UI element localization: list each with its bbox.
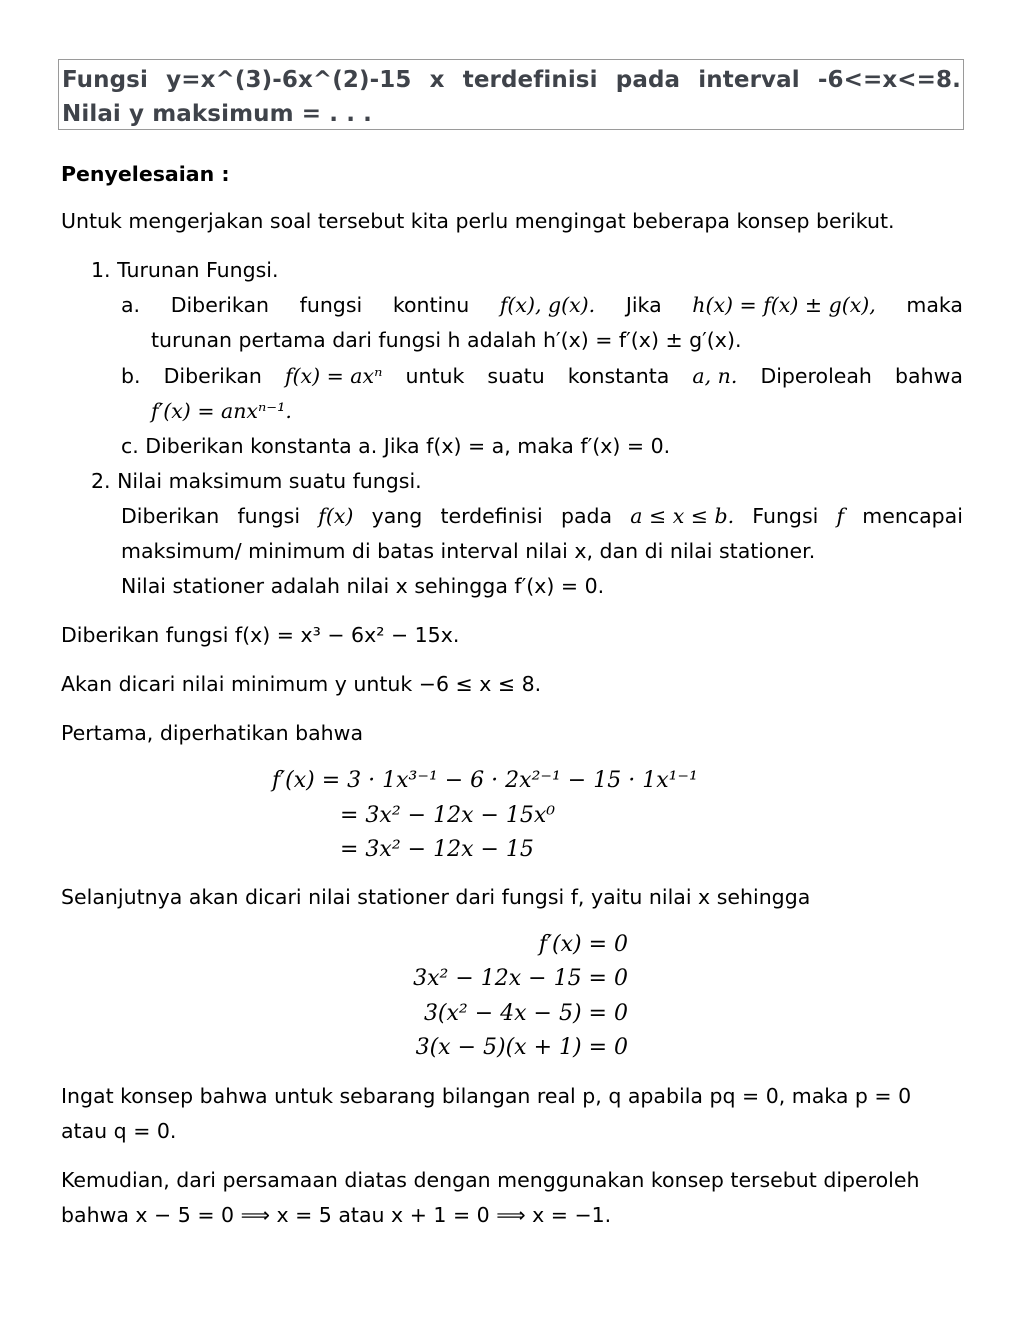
given-function-text: Diberikan fungsi f(x) = x³ − 6x² − 15x. (61, 623, 460, 647)
list-item-1: 1. Turunan Fungsi. (91, 258, 279, 282)
derivative-line-2: = 3x² − 12x − 15x⁰ (340, 803, 556, 828)
intro-text: Untuk mengerjakan soal tersebut kita perlu mengingat beberapa konsep berikut. (61, 209, 895, 233)
derivative-line-1: f′(x) = 3 · 1x³⁻¹ − 6 · 2x²⁻¹ − 15 · 1x¹⁻¹ (272, 768, 698, 793)
stationary-line-2: 3x² − 12x − 15 = 0 (413, 966, 628, 991)
derivative-line-3: = 3x² − 12x − 15 (340, 837, 534, 862)
stationary-line-1: f′(x) = 0 (538, 932, 628, 957)
list-item-1a-line-2: turunan pertama dari fungsi h adalah h′(x) = f′(x) ± g′(x). (151, 328, 742, 352)
list-item-2: 2. Nilai maksimum suatu fungsi. (91, 469, 422, 493)
question-text: Fungsi y=x^(3)-6x^(2)-15 x terdefinisi pada interval -6<=x<=8. Nilai y maksimum = . . . (62, 67, 961, 127)
recall-line-1: Ingat konsep bahwa untuk sebarang bilangan real p, q apabila pq = 0, maka p = 0 (61, 1084, 912, 1108)
stationary-line-3: 3(x² − 4x − 5) = 0 (423, 1001, 628, 1026)
seek-text: Akan dicari nilai minimum y untuk −6 ≤ x ≤ 8. (61, 672, 542, 696)
list-item-2-line-2: maksimum/ minimum di batas interval nilai x, dan di nilai stationer. (121, 539, 816, 563)
question-box (58, 59, 964, 130)
stationary-line-4: 3(x − 5)(x + 1) = 0 (415, 1035, 628, 1060)
list-item-2-line-3: Nilai stationer adalah nilai x sehingga f′(x) = 0. (121, 574, 605, 598)
first-text: Pertama, diperhatikan bahwa (61, 721, 364, 745)
recall-line-2: atau q = 0. (61, 1119, 177, 1143)
list-item-1c: c. Diberikan konstanta a. Jika f(x) = a, maka f′(x) = 0. (121, 434, 671, 458)
list-item-1b-line-1: b. Diberikan f(x) = axⁿ untuk suatu konstanta a, n. Diperoleah bahwa (121, 364, 963, 388)
list-item-2-line-1: Diberikan fungsi f(x) yang terdefinisi pada a ≤ x ≤ b. Fungsi f mencapai (121, 504, 963, 528)
solution-heading: Penyelesaian : (61, 162, 230, 186)
list-item-1a-line-1: a. Diberikan fungsi kontinu f(x), g(x). Jika h(x) = f(x) ± g(x), maka (121, 293, 963, 317)
conclusion-line-2: bahwa x − 5 = 0 ⟹ x = 5 atau x + 1 = 0 ⟹ x = −1. (61, 1203, 612, 1227)
next-text: Selanjutnya akan dicari nilai stationer dari fungsi f, yaitu nilai x sehingga (61, 885, 811, 909)
conclusion-line-1: Kemudian, dari persamaan diatas dengan menggunakan konsep tersebut diperoleh (61, 1168, 920, 1192)
list-item-1b-line-2: f′(x) = anxⁿ⁻¹. (151, 399, 292, 423)
